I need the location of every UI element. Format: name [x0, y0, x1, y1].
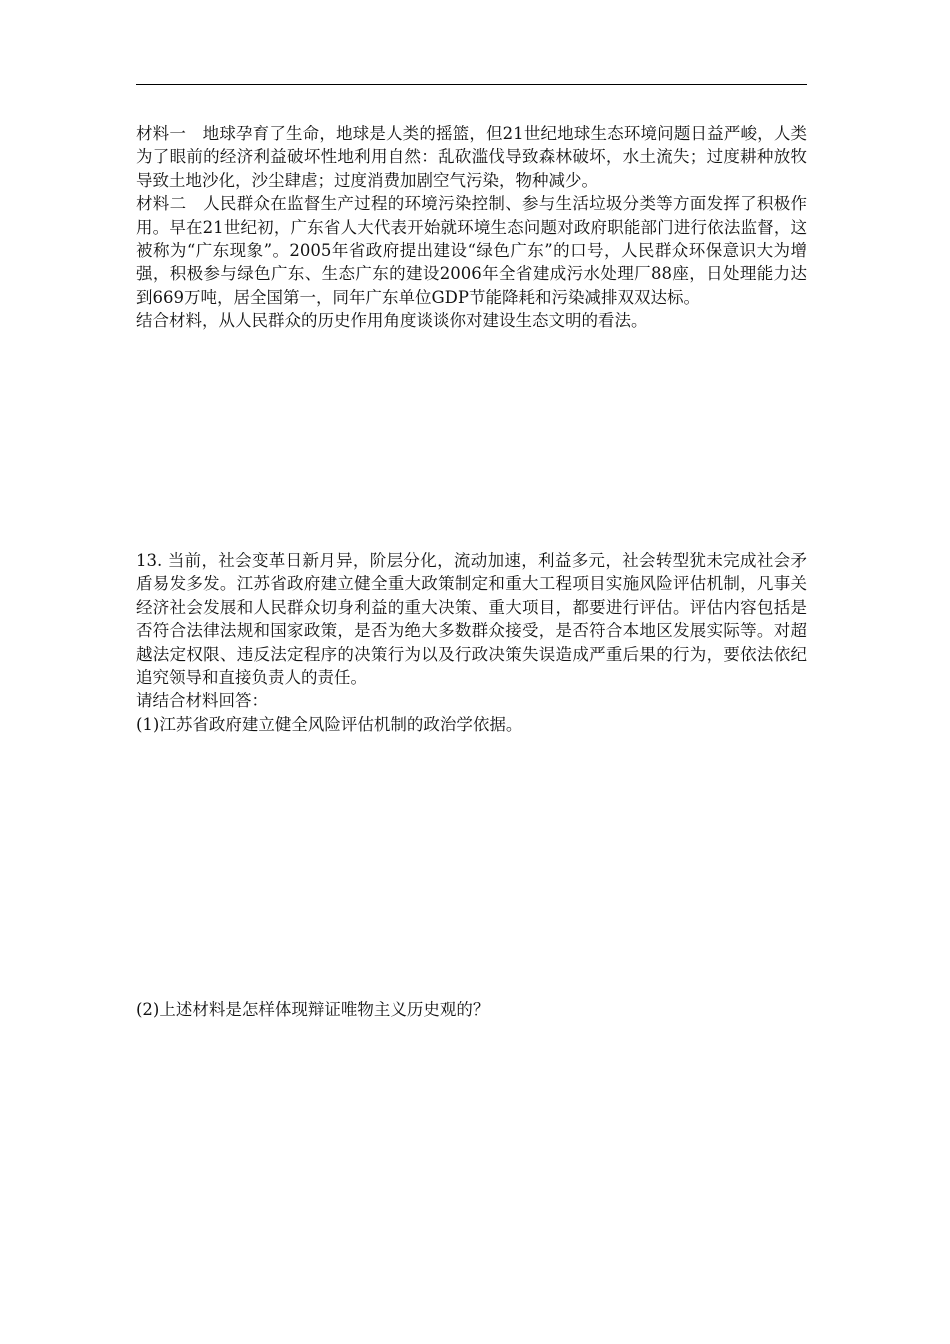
question-12-block — [136, 122, 807, 333]
material-1-text: 材料一 地球孕育了生命，地球是人类的摇篮，但21世纪地球生态环境问题日益严峻，人类为了眼前的经济利益破坏性地利用自然：乱砍滥伐导致森林破坏，水土流失；过度耕种放牧导致土地沙化，沙尘肆虐；过度消费加剧空气污染，物种减少。 — [136, 124, 807, 190]
question-12-prompt: 结合材料，从人民群众的历史作用角度谈谈你对建设生态文明的看法。 — [136, 311, 648, 331]
header-rule — [136, 84, 807, 85]
question-13-sub-2: (2)上述材料是怎样体现辩证唯物主义历史观的？ — [136, 1000, 490, 1019]
question-13-instruction: 请结合材料回答： — [136, 691, 268, 711]
question-13-block — [136, 549, 807, 736]
question-13-stem: 13. 当前，社会变革日新月异，阶层分化，流动加速，利益多元，社会转型犹未完成社会矛盾易发多发。江苏省政府建立健全重大政策制定和重大工程项目实施风险评估机制，凡事关经济社会发展和人民群众切身利益的重大决策、重大项目，都要进行评估。评估内容包括是否符合法律法规和国家政策，是否为绝大多数群众接受，是否符合本地区发展实际等。对超越法定权限、违反法定程序的决策行为以及行政决策失误造成严重后果的行为，要依法依纪追究领导和直接负责人的责任。 — [136, 551, 807, 688]
question-13-sub-2-block — [136, 998, 807, 1021]
material-2-text: 材料二 人民群众在监督生产过程的环境污染控制、参与生活垃圾分类等方面发挥了积极作用。早在21世纪初，广东省人大代表开始就环境生态问题对政府职能部门进行依法监督，这被称为“广东现象”。2005年省政府提出建设“绿色广东”的口号，人民群众环保意识大为增强，积极参与绿色广东、生态广东的建设2006年全省建成污水处理厂88座，日处理能力达到669万吨，居全国第一，同年广东单位GDP节能降耗和污染减排双双达标。 — [136, 194, 807, 307]
question-13-sub-1: (1)江苏省政府建立健全风险评估机制的政治学依据。 — [136, 714, 523, 734]
